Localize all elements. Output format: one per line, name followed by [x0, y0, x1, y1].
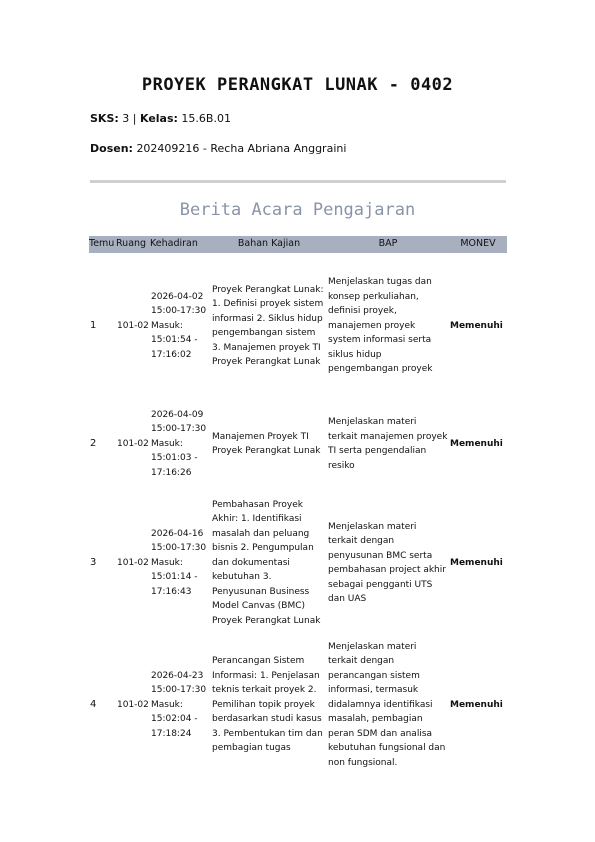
- col-header-monev: MONEV: [449, 236, 507, 253]
- cell-kehadiran: 2026-04-23 15:00-17:30 Masuk: 15:02:04 - 17:18:24: [151, 670, 207, 739]
- table-row: [89, 489, 507, 637]
- cell-monev: Memenuhi: [450, 557, 503, 568]
- cell-ruang: 101-02: [117, 438, 149, 449]
- col-header-temu: Temu: [89, 236, 116, 253]
- cell-bap: Menjelaskan materi terkait dengan penyusunan BMC serta pembahasan project akhir sebagai pengganti UTS dan UAS: [328, 521, 446, 604]
- cell-ruang: 101-02: [117, 699, 149, 710]
- cell-bahan-kajian: Perancangan Sistem Informasi: 1. Penjelasan teknis terkait proyek 2. Pemilihan topik proyek berdasarkan studi kasus 3. Pembentukan tim dan pembagian tugas: [212, 656, 323, 754]
- dosen-label: Dosen:: [90, 142, 133, 155]
- dosen-value: 202409216 - Recha Abriana Anggraini: [136, 142, 347, 155]
- col-header-bahan-kajian: Bahan Kajian: [211, 236, 327, 253]
- table-row: [89, 253, 507, 399]
- cell-temu: 3: [90, 556, 97, 568]
- cell-temu: 1: [90, 319, 97, 331]
- cell-monev: Memenuhi: [450, 699, 503, 710]
- cell-temu: 2: [90, 437, 97, 449]
- table-row: [89, 399, 507, 489]
- cell-bahan-kajian: Pembahasan Proyek Akhir: 1. Identifikasi masalah dan peluang bisnis 2. Pengumpulan dan dokumentasi kebutuhan 3. Penyusunan Business Model Canvas (BMC) Proyek Perangkat Lunak: [212, 499, 321, 626]
- cell-kehadiran: 2026-04-16 15:00-17:30 Masuk: 15:01:14 - 17:16:43: [151, 528, 207, 597]
- col-header-ruang: Ruang: [116, 236, 150, 253]
- cell-ruang: 101-02: [117, 557, 149, 568]
- cell-monev: Memenuhi: [450, 438, 503, 449]
- cell-bap: Menjelaskan tugas dan konsep perkuliahan, definisi proyek, manajemen proyek system informasi serta siklus hidup pengembangan proyek: [328, 277, 433, 375]
- sks-kelas-line: [90, 112, 231, 125]
- cell-monev: Memenuhi: [450, 320, 503, 331]
- cell-ruang: 101-02: [117, 320, 149, 331]
- col-header-kehadiran: Kehadiran: [150, 236, 211, 253]
- dosen-line: [90, 142, 346, 155]
- table-row: [89, 637, 507, 773]
- cell-temu: 4: [90, 698, 97, 710]
- cell-bahan-kajian: Manajemen Proyek TI Proyek Perangkat Lunak: [212, 431, 321, 456]
- cell-kehadiran: 2026-04-09 15:00-17:30 Masuk: 15:01:03 - 17:16:26: [151, 409, 207, 478]
- section-title: Berita Acara Pengajaran: [179, 200, 416, 220]
- sks-label: SKS:: [90, 112, 119, 125]
- berita-acara-table: [89, 236, 507, 773]
- divider: [90, 180, 506, 183]
- cell-bap: Menjelaskan materi terkait dengan perancangan sistem informasi, termasuk didalamnya identifikasi masalah, pembagian peran SDM dan analisa kebutuhan fungsional dan non fungsional.: [328, 641, 446, 768]
- sks-value: 3 |: [122, 112, 137, 125]
- col-header-bap: BAP: [327, 236, 449, 253]
- kelas-value: 15.6B.01: [181, 112, 231, 125]
- cell-bap: Menjelaskan materi terkait manajemen proyek TI serta pengendalian resiko: [328, 417, 448, 471]
- cell-kehadiran: 2026-04-02 15:00-17:30 Masuk: 15:01:54 - 17:16:02: [151, 291, 207, 360]
- kelas-label: Kelas:: [139, 112, 178, 125]
- table-header-row: [89, 236, 507, 253]
- cell-bahan-kajian: Proyek Perangkat Lunak: 1. Definisi proyek sistem informasi 2. Siklus hidup pengembangan sistem 3. Manajemen proyek TI Proyek Perangkat Lunak: [212, 284, 324, 367]
- document-title: PROYEK PERANGKAT LUNAK - 0402: [141, 75, 454, 95]
